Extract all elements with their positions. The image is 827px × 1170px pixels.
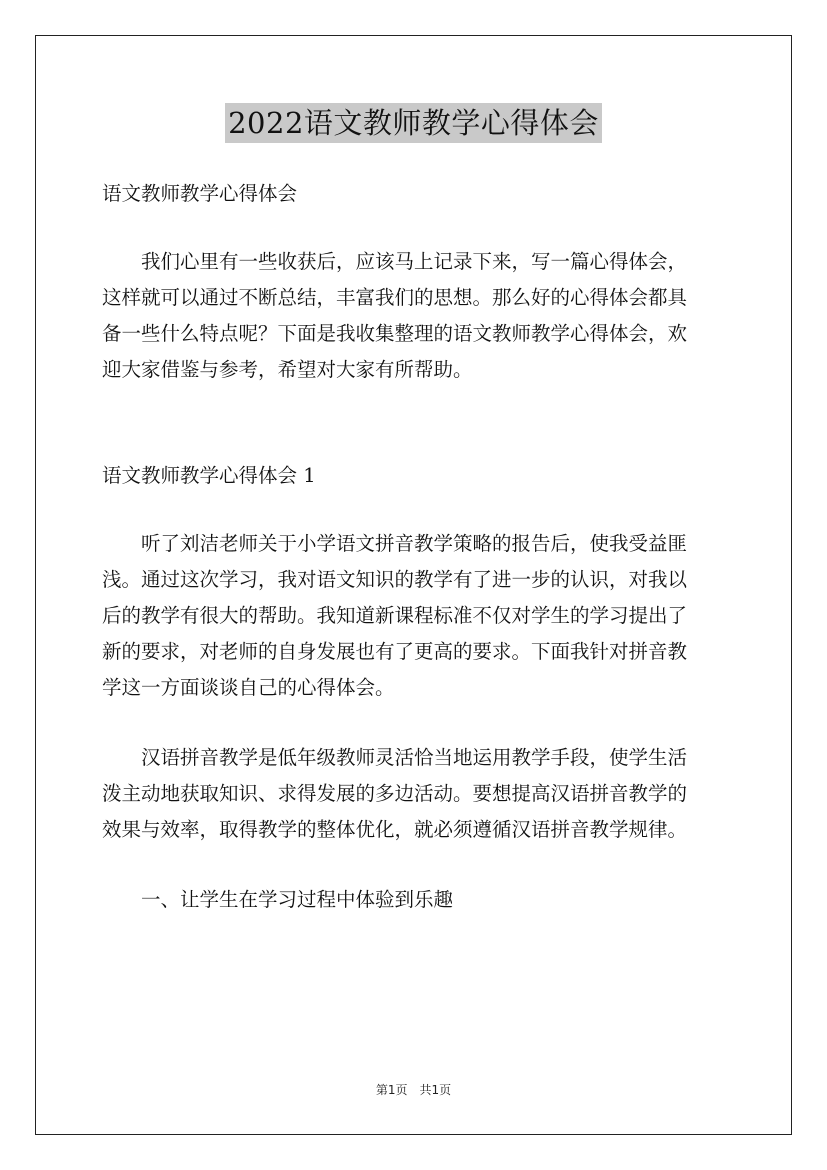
intro-paragraph xyxy=(102,244,726,388)
text-line: 这样就可以通过不断总结，丰富我们的思想。那么好的心得体会都具 xyxy=(102,286,688,309)
text-line: 浅。通过这次学习，我对语文知识的教学有了进一步的认识，对我以 xyxy=(102,568,688,591)
text-line: 汉语拼音教学是低年级教师灵活恰当地运用教学手段，使学生活 xyxy=(141,746,688,769)
point-heading: 一、让学生在学习过程中体验到乐趣 xyxy=(141,888,454,911)
text-line: 泼主动地获取知识、求得发展的多边活动。要想提高汉语拼音教学的 xyxy=(102,782,688,805)
paragraph-1 xyxy=(102,526,726,706)
page-footer xyxy=(0,1081,827,1098)
text-line: 迎大家借鉴与参考，希望对大家有所帮助。 xyxy=(102,358,473,381)
text-line: 备一些什么特点呢？下面是我收集整理的语文教师教学心得体会，欢 xyxy=(102,322,688,345)
text-line: 我们心里有一些收获后，应该马上记录下来，写一篇心得体会， xyxy=(141,250,688,273)
text-line: 学这一方面谈谈自己的心得体会。 xyxy=(102,676,395,699)
paragraph-2 xyxy=(102,740,726,848)
document-title: 2022语文教师教学心得体会 xyxy=(225,103,602,143)
page-number: 第1页 共1页 xyxy=(375,1083,452,1097)
text-line: 新的要求，对老师的自身发展也有了更高的要求。下面我针对拼音教 xyxy=(102,640,688,663)
text-line: 后的教学有很大的帮助。我知道新课程标准不仅对学生的学习提出了 xyxy=(102,604,688,627)
document-body xyxy=(102,176,726,918)
section-heading: 语文教师教学心得体会 1 xyxy=(102,464,316,487)
document-subtitle: 语文教师教学心得体会 xyxy=(102,182,298,205)
text-line: 听了刘洁老师关于小学语文拼音教学策略的报告后，使我受益匪 xyxy=(141,532,688,555)
title-container xyxy=(0,103,827,143)
text-line: 效果与效率，取得教学的整体优化，就必须遵循汉语拼音教学规律。 xyxy=(102,818,688,841)
